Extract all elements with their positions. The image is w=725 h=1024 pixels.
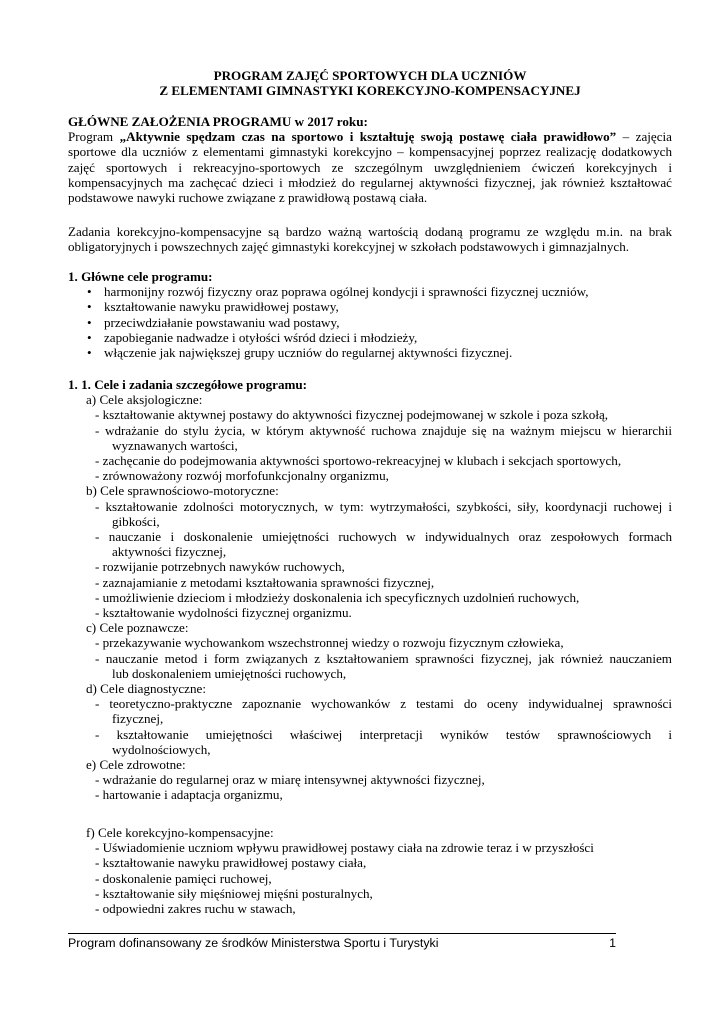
detailed-goals-heading: 1. 1. Cele i zadania szczegółowe programu: xyxy=(68,377,308,392)
list-item: - kształtowanie zdolności motorycznych, w tym: wytrzymałości, szybkości, siły, koordynacji ruchowej i xyxy=(95,498,672,514)
list-item: - teoretyczno-praktyczne zapoznanie wychowanków z testami do oceny indywidualnej sprawności xyxy=(95,696,672,712)
list-item: - przekazywanie wychowankom wszechstronnej wiedzy o rozwoju fizycznym człowieka, xyxy=(95,635,564,651)
list-item-continuation: wyznawanych wartości, xyxy=(112,437,238,453)
main-goals-list xyxy=(68,284,672,360)
list-item-continuation: gibkości, xyxy=(112,513,160,529)
program-description: – zajęcia sportowe dla uczniów z elementami gimnastyki korekcyjno – kompensacyjnej poprzez realizację dodatkowych zajęć sportowych i rekreacyjno-sportowych ze szczególnym uwzględnieniem ćwiczeń korekcyjnych i kompensacyjnych ma zachęcać dzieci i młodzież do regularnej aktywności fizycznej, jak również kształtować podstawowe nawyki ruchowe związane z prawidłową postawą ciała. xyxy=(68,129,672,206)
motor-goals-label: b) Cele sprawnościowo-motoryczne: xyxy=(86,483,279,499)
list-item: - kształtowanie wydolności fizycznej organizmu. xyxy=(95,605,352,621)
list-item: - kształtowanie nawyku prawidłowej postawy ciała, xyxy=(95,855,367,871)
cognitive-goals-label: c) Cele poznawcze: xyxy=(86,620,189,636)
list-item: • włączenie jak największej grupy uczniów do regularnej aktywności fizycznej. xyxy=(68,345,672,360)
list-item: - doskonalenie pamięci ruchowej, xyxy=(95,870,272,886)
axiological-goals-label: a) Cele aksjologiczne: xyxy=(86,392,203,408)
list-item: • zapobieganie nadwadze i otyłości wśród dzieci i młodzieży, xyxy=(68,330,672,345)
health-goals-label: e) Cele zdrowotne: xyxy=(86,757,186,773)
corrective-goals-section xyxy=(68,825,672,916)
assumptions-section xyxy=(68,114,672,205)
list-item: - hartowanie i adaptacja organizmu, xyxy=(95,787,283,803)
assumptions-paragraph-1 xyxy=(68,129,672,205)
list-item: • kształtowanie nawyku prawidłowej postawy, xyxy=(68,299,672,314)
list-item: - nauczanie i doskonalenie umiejętności ruchowych w indywidualnych oraz zespołowych formach xyxy=(95,529,672,545)
document-title-line-1: PROGRAM ZAJĘĆ SPORTOWYCH DLA UCZNIÓW xyxy=(213,68,527,83)
program-prefix: Program xyxy=(68,129,120,145)
list-item: - kształtowanie umiejętności właściwej interpretacji wyników testów sprawnościowych i xyxy=(95,726,672,742)
main-goals-heading: 1. Główne cele programu: xyxy=(68,269,213,284)
list-item: • przeciwdziałanie powstawaniu wad postawy, xyxy=(68,315,672,330)
list-item: - Uświadomienie uczniom wpływu prawidłowej postawy ciała na zdrowie teraz i w przyszłości xyxy=(95,840,594,856)
program-name: „Aktywnie spędzam czas na sportowo i kształtuję swoją postawę ciała prawidłowo” xyxy=(119,129,617,145)
document-title-line-2: Z ELEMENTAMI GIMNASTYKI KOREKCYJNO-KOMPENSACYJNEJ xyxy=(159,83,581,98)
list-item: - kształtowanie siły mięśniowej mięśni posturalnych, xyxy=(95,885,373,901)
detailed-goals-section xyxy=(68,377,672,803)
list-item-continuation: fizycznej, xyxy=(112,711,164,727)
list-item: - zrównoważony rozwój morfofunkcjonalny organizmu, xyxy=(95,468,389,484)
list-item-continuation: aktywności fizycznej, xyxy=(112,544,227,560)
list-item: - zaznajamianie z metodami kształtowania sprawności fizycznej, xyxy=(95,574,435,590)
list-item: - odpowiedni zakres ruchu w stawach, xyxy=(95,901,296,917)
footer-text: Program dofinansowany ze środków Ministerstwa Sportu i Turystyki xyxy=(68,936,439,950)
list-item: - kształtowanie aktywnej postawy do aktywności fizycznej podejmowanej w szkole i poza szkołą, xyxy=(95,407,609,423)
list-item: - nauczanie metod i form związanych z kształtowaniem sprawności fizycznej, jak również nauczaniem xyxy=(95,650,672,666)
page-number: 1 xyxy=(609,936,616,950)
diagnostic-goals-label: d) Cele diagnostyczne: xyxy=(86,681,206,697)
assumptions-paragraph-2: Zadania korekcyjno-kompensacyjne są bardzo ważną wartością dodaną programu ze względu m.in. na brak obligatoryjnych i powszechnych zajęć gimnastyki korekcyjnej w szkołach podstawowych i gimnazjalnych. xyxy=(68,224,672,255)
page-footer xyxy=(68,936,616,950)
list-item: - wdrażanie do regularnej oraz w miarę intensywnej aktywności fizycznej, xyxy=(95,772,485,788)
footer-divider xyxy=(68,933,616,934)
list-item: • harmonijny rozwój fizyczny oraz poprawa ogólnej kondycji i sprawności fizycznej uczniów, xyxy=(68,284,672,299)
list-item: - umożliwienie dzieciom i młodzieży doskonalenia ich specyficznych uzdolnień ruchowych, xyxy=(95,589,580,605)
list-item-continuation: lub doskonaleniem umiejętności ruchowych, xyxy=(112,665,347,681)
assumptions-heading: GŁÓWNE ZAŁOŻENIA PROGRAMU w 2017 roku: xyxy=(68,114,368,129)
list-item: - wdrażanie do stylu życia, w którym aktywność ruchowa znajduje się na ważnym miejscu w hierarchii xyxy=(95,422,672,438)
list-item-continuation: wydolnościowych, xyxy=(112,741,211,757)
main-goals-section xyxy=(68,269,672,360)
corrective-goals-label: f) Cele korekcyjno-kompensacyjne: xyxy=(86,825,274,840)
list-item: - zachęcanie do podejmowania aktywności sportowo-rekreacyjnej w klubach i sekcjach sportowych, xyxy=(95,453,622,469)
list-item: - rozwijanie potrzebnych nawyków ruchowych, xyxy=(95,559,345,575)
